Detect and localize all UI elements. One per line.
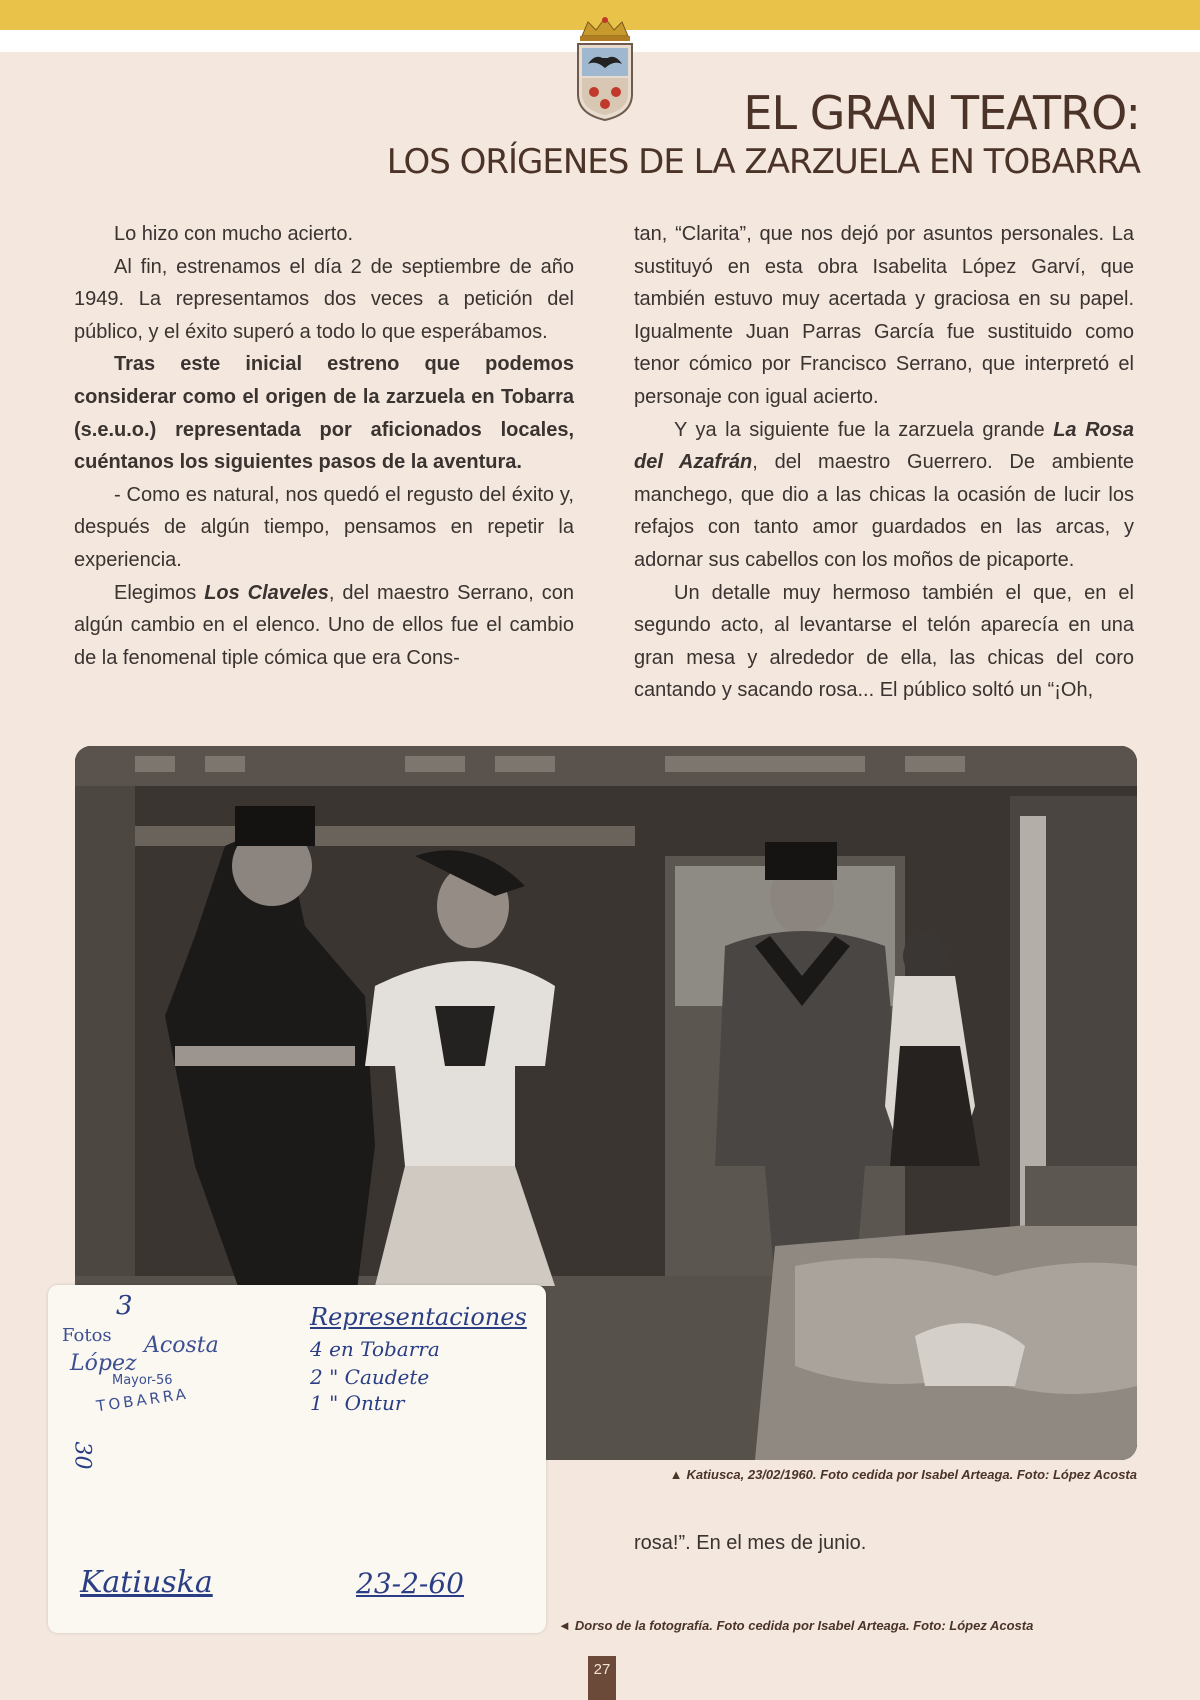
paragraph: - Como es natural, nos quedó el regusto del éxito y, después de algún tiempo, pensamos en repetir la experiencia. bbox=[74, 483, 574, 571]
paragraph bbox=[74, 577, 574, 675]
triangle-up-icon: ▲ bbox=[669, 1467, 683, 1482]
continued-paragraph: rosa!”. En el mes de junio. bbox=[634, 1532, 867, 1554]
text: , del maestro Serrano, con algún cambio en el elenco. Uno de ellos fue el cambio de la fenomenal tiple cómica que era Cons- bbox=[74, 581, 574, 669]
handwritten-line: 1 " Ontur bbox=[310, 1391, 405, 1415]
handwritten-line: 4 en Tobarra bbox=[310, 1337, 440, 1361]
work-title: La Rosa del Azafrán bbox=[634, 418, 1134, 474]
stamp-name-acosta: Acosta bbox=[144, 1333, 219, 1358]
paragraph: Al fin, estrenamos el día 2 de septiembre de año 1949. La representamos dos veces a petición del público, y el éxito superó a todo lo que esperábamos. bbox=[74, 255, 574, 343]
article-title: EL GRAN TEATRO: bbox=[743, 86, 1140, 140]
photo-back-caption-text: Dorso de la fotografía. Foto cedida por Isabel Arteaga. Foto: López Acosta bbox=[574, 1618, 1034, 1633]
paragraph: Un detalle muy hermoso también el que, en el segundo acto, al levantarse el telón aparecía en una gran mesa y alrededor de ella, las chicas del coro cantando y sacando rosa... El público soltó un “¡Oh, bbox=[634, 581, 1134, 702]
stamp-name-lopez: López bbox=[70, 1351, 137, 1376]
paragraph bbox=[634, 414, 1134, 577]
paragraph: tan, “Clarita”, que nos dejó por asuntos personales. La sustituyó en esta obra Isabelita López Garví, que también estuvo muy acertada y graciosa en su papel. Igualmente Juan Parras García fue sustituido como tenor cómico por Francisco Serrano, que interpretó el personaje con igual acierto. bbox=[634, 223, 1134, 408]
paragraph: Lo hizo con mucho acierto. bbox=[114, 223, 354, 245]
handwritten-number: 3 bbox=[116, 1291, 133, 1321]
coat-of-arms-icon bbox=[568, 14, 642, 124]
handwritten-title: Katiuska bbox=[80, 1565, 213, 1600]
photo-caption-text: Katiusca, 23/02/1960. Foto cedida por Isabel Arteaga. Foto: López Acosta bbox=[686, 1467, 1137, 1482]
photo-back-caption bbox=[558, 1618, 1033, 1633]
article-subtitle: LOS ORÍGENES DE LA ZARZUELA EN TOBARRA bbox=[386, 142, 1140, 182]
left-text-column bbox=[74, 218, 574, 674]
photo-caption bbox=[670, 1467, 1137, 1482]
interview-question: Tras este inicial estreno que podemos considerar como el origen de la zarzuela en Tobarra (s.e.u.o.) representada por aficionados locales, cuéntanos los siguientes pasos de la aventura. bbox=[74, 353, 574, 474]
handwritten-line: 2 " Caudete bbox=[310, 1365, 430, 1389]
handwritten-date: 23-2-60 bbox=[356, 1567, 464, 1600]
right-text-column bbox=[634, 218, 1134, 707]
text: Elegimos bbox=[114, 581, 205, 604]
page-number: 27 bbox=[588, 1656, 616, 1700]
stamp-fotos: Fotos bbox=[62, 1325, 112, 1346]
handwritten-side-number: 30 bbox=[69, 1441, 95, 1470]
text: , del maestro Guerrero. De ambiente manchego, que dio a las chicas la ocasión de lucir los refajos con tanto amor guardados en las arcas, y adornar sus cabellos con los moños de picaporte. bbox=[634, 451, 1135, 571]
photo-back-card bbox=[48, 1285, 546, 1633]
work-title: Los Claveles bbox=[204, 581, 329, 604]
triangle-left-icon: ◄ bbox=[558, 1618, 571, 1633]
stamp-street: Mayor-56 bbox=[112, 1373, 173, 1388]
handwritten-heading: Representaciones bbox=[310, 1303, 527, 1331]
stamp-city: TOBARRA bbox=[95, 1384, 190, 1416]
text: Y ya la siguiente fue la zarzuela grande bbox=[674, 418, 1054, 441]
